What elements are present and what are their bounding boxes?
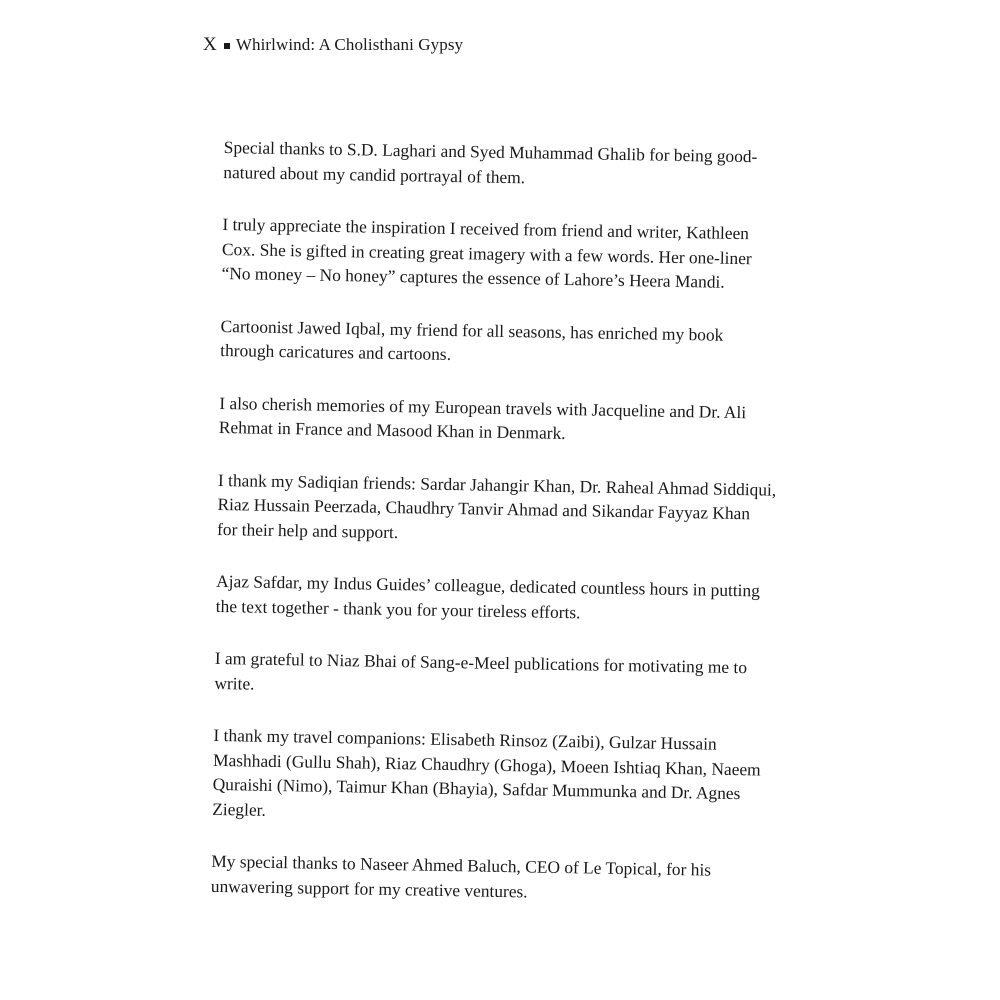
running-head bbox=[203, 34, 463, 56]
paragraph-european-travels: I also cherish memories of my European travels with Jacqueline and Dr. Ali Rehmat in France and Masood Khan in Denmark. bbox=[218, 392, 747, 444]
paragraph-travel-companions: I thank my travel companions: Elisabeth Rinsoz (Zaibi), Gulzar Hussain Mashhadi (Gullu Shah), Riaz Chaudhry (Ghoga), Moeen Ishtiaq Khan, Naeem Quraishi (Nimo), Taimur Khan (Bhayia), Safdar Mummunka and Dr. Agnes Ziegler. bbox=[212, 724, 761, 820]
page-number: X bbox=[203, 34, 217, 55]
book-title: Whirlwind: A Cholisthani Gypsy bbox=[235, 35, 464, 54]
paragraph-niaz-bhai: I am grateful to Niaz Bhai of Sang-e-Meel publications for motivating me to write. bbox=[214, 647, 748, 694]
acknowledgements-text bbox=[210, 135, 790, 936]
paragraph-naseer-baluch: My special thanks to Naseer Ahmed Baluch, CEO of Le Topical, for his unwavering support for my creative ventures. bbox=[210, 850, 712, 901]
paragraph-sadiqian-friends: I thank my Sadiqian friends: Sardar Jahangir Khan, Dr. Raheal Ahmad Siddiqui, Riaz Hussain Peerzada, Chaudhry Tanvir Ahmad and Sikandar Fayyaz Khan for their help and support. bbox=[216, 469, 777, 542]
square-bullet-icon bbox=[224, 43, 230, 49]
paragraph-ajaz-safdar: Ajaz Safdar, my Indus Guides’ colleague, dedicated countless hours in putting the text together - thank you for your tireless efforts. bbox=[215, 570, 761, 622]
paragraph-jawed-iqbal: Cartoonist Jawed Iqbal, my friend for all seasons, has enriched my book through caricatures and cartoons. bbox=[220, 315, 724, 364]
paragraph-kathleen-cox: I truly appreciate the inspiration I received from friend and writer, Kathleen Cox. She is gifted in creating great imagery with a few words. Her one-liner “No money – No honey” captures the essence of Lahore’s Heera Mandi. bbox=[221, 213, 752, 292]
paragraph-laghari-ghalib: Special thanks to S.D. Laghari and Syed Muhammad Ghalib for being good- natured about my candid portrayal of them. bbox=[223, 136, 758, 187]
